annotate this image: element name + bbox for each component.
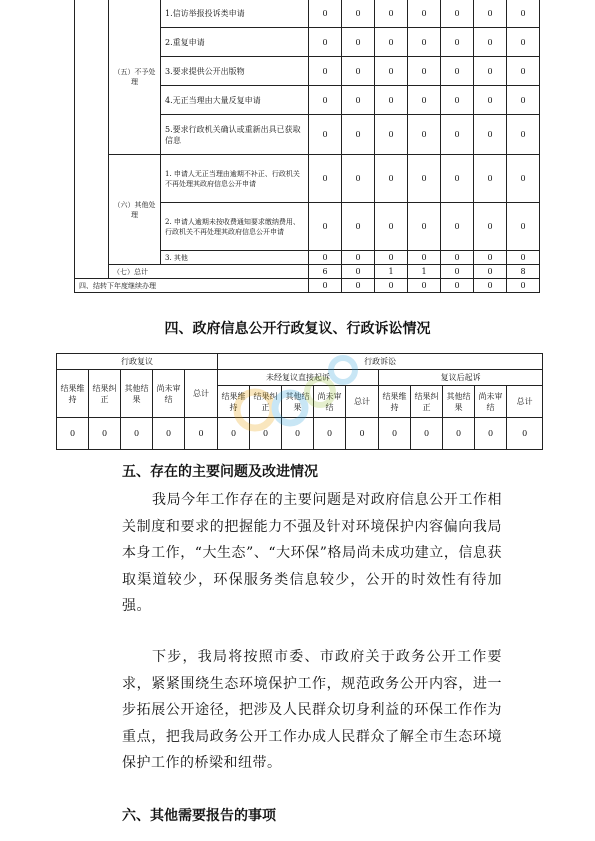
value-cell: 0 [441, 265, 474, 279]
item-label: 1.信访举报投诉类申请 [161, 0, 309, 28]
value-cell: 0 [507, 203, 540, 251]
col-header: 尚未审结 [475, 386, 507, 418]
value-cell: 0 [408, 57, 441, 86]
value-cell: 0 [282, 418, 314, 450]
value-cell: 0 [309, 203, 342, 251]
col-header: 尚未审结 [153, 370, 185, 418]
value-cell: 0 [153, 418, 185, 450]
value-cell: 0 [408, 28, 441, 57]
watermark-logo [215, 330, 385, 460]
value-cell: 0 [441, 203, 474, 251]
value-cell: 0 [309, 28, 342, 57]
value-cell: 0 [441, 0, 474, 28]
value-cell: 1 [375, 265, 408, 279]
blank-cell [75, 0, 109, 279]
value-cell: 8 [507, 265, 540, 279]
value-cell: 0 [441, 279, 474, 293]
value-cell: 0 [346, 418, 379, 450]
value-cell: 6 [309, 265, 342, 279]
value-cell: 0 [375, 86, 408, 115]
value-cell: 0 [342, 155, 375, 203]
value-cell: 0 [441, 57, 474, 86]
value-cell: 0 [309, 86, 342, 115]
item-label: 5.要求行政机关确认或重新出具已获取信息 [161, 115, 309, 155]
section5-title: 五、存在的主要问题及改进情况 [122, 464, 318, 480]
value-cell: 0 [474, 115, 507, 155]
value-cell: 0 [375, 28, 408, 57]
value-cell: 0 [474, 279, 507, 293]
litigation-header: 行政诉讼 [218, 354, 543, 370]
value-cell: 0 [408, 86, 441, 115]
col-header: 结果纠正 [250, 386, 282, 418]
value-cell: 0 [342, 0, 375, 28]
col-header: 总计 [346, 386, 379, 418]
value-cell: 0 [408, 0, 441, 28]
group-label: （五）不予处理 [109, 0, 161, 155]
item-label: 2. 申请人逾期未按收费通知要求缴纳费用、行政机关不再处理其政府信息公开申请 [161, 203, 309, 251]
value-cell: 0 [314, 418, 346, 450]
value-cell: 0 [309, 57, 342, 86]
value-cell: 0 [507, 28, 540, 57]
value-cell: 0 [441, 28, 474, 57]
direct-header: 未经复议直接起诉 [218, 370, 379, 386]
value-cell: 0 [507, 279, 540, 293]
col-header: 总计 [185, 370, 218, 418]
item-label: 2.重复申请 [161, 28, 309, 57]
table-row [75, 155, 540, 203]
value-cell: 0 [309, 279, 342, 293]
value-cell: 0 [474, 28, 507, 57]
value-cell: 0 [441, 155, 474, 203]
value-cell: 0 [408, 115, 441, 155]
paragraph-problems: 我局今年工作存在的主要问题是对政府信息公开工作相关制度和要求的把握能力不强及针对环境保护内容偏向我局本身工作，“大生态”、“大环保”格局尚未成功建立，信息获取渠道较少，环保服务类信息较少，公开的时效性有待加强。 [122, 492, 502, 614]
value-cell: 0 [250, 418, 282, 450]
item-label: 4.无正当理由大量反复申请 [161, 86, 309, 115]
value-cell: 0 [408, 203, 441, 251]
value-cell: 0 [89, 418, 121, 450]
value-cell: 0 [375, 251, 408, 265]
value-cell: 0 [379, 418, 411, 450]
value-cell: 0 [507, 418, 543, 450]
table-row [75, 0, 540, 28]
value-cell: 0 [474, 57, 507, 86]
value-cell: 0 [342, 251, 375, 265]
value-cell: 0 [474, 155, 507, 203]
value-cell: 0 [309, 115, 342, 155]
value-cell: 0 [121, 418, 153, 450]
value-cell: 0 [474, 203, 507, 251]
section6-title: 六、其他需要报告的事项 [122, 808, 276, 824]
col-header: 结果纠正 [411, 386, 443, 418]
value-cell: 0 [342, 265, 375, 279]
value-cell: 0 [342, 279, 375, 293]
value-cell: 0 [375, 155, 408, 203]
value-cell: 0 [474, 86, 507, 115]
item-label: 1. 申请人无正当理由逾期不补正、行政机关不再处理其政府信息公开申请 [161, 155, 309, 203]
value-cell: 0 [218, 418, 250, 450]
value-cell: 0 [507, 251, 540, 265]
item-label: 3. 其他 [161, 251, 309, 265]
value-cell: 0 [342, 28, 375, 57]
total-label: （七）总计 [109, 265, 309, 279]
value-cell: 0 [57, 418, 89, 450]
value-cell: 0 [474, 0, 507, 28]
section4-title: 四、政府信息公开行政复议、行政诉讼情况 [164, 321, 431, 337]
group-label: （六）其他处理 [109, 155, 161, 265]
value-cell: 0 [342, 86, 375, 115]
value-cell: 0 [185, 418, 218, 450]
value-cell: 0 [309, 0, 342, 28]
col-header: 其他结果 [121, 370, 153, 418]
col-header: 其他结果 [282, 386, 314, 418]
total-row [75, 265, 540, 279]
col-header: 尚未审结 [314, 386, 346, 418]
value-cell: 0 [411, 418, 443, 450]
carryover-label: 四、结转下年度继续办理 [75, 279, 309, 293]
review-header: 行政复议 [57, 354, 218, 370]
value-cell: 0 [375, 115, 408, 155]
value-cell: 0 [507, 57, 540, 86]
after-header: 复议后起诉 [379, 370, 543, 386]
col-header: 结果纠正 [89, 370, 121, 418]
value-cell: 0 [309, 155, 342, 203]
value-cell: 0 [507, 0, 540, 28]
value-cell: 0 [475, 418, 507, 450]
value-cell: 0 [441, 86, 474, 115]
value-cell: 0 [408, 279, 441, 293]
value-cell: 0 [408, 251, 441, 265]
value-cell: 0 [342, 203, 375, 251]
disposition-table [74, 0, 540, 293]
value-cell: 1 [408, 265, 441, 279]
value-cell: 0 [441, 251, 474, 265]
col-header: 其他结果 [443, 386, 475, 418]
carryover-row [75, 279, 540, 293]
col-header: 结果维持 [57, 370, 89, 418]
value-cell: 0 [507, 155, 540, 203]
value-cell: 0 [474, 251, 507, 265]
col-header: 结果维持 [379, 386, 411, 418]
value-cell: 0 [507, 115, 540, 155]
value-cell: 0 [342, 57, 375, 86]
value-cell: 0 [375, 57, 408, 86]
value-cell: 0 [375, 279, 408, 293]
col-header: 结果维持 [218, 386, 250, 418]
value-cell: 0 [474, 265, 507, 279]
value-cell: 0 [342, 115, 375, 155]
value-cell: 0 [375, 203, 408, 251]
item-label: 3.要求提供公开出版物 [161, 57, 309, 86]
col-header: 总计 [507, 386, 543, 418]
paragraph-improvements: 下步，我局将按照市委、市政府关于政务公开工作要求，紧紧围绕生态环境保护工作，规范政务公开内容，进一步拓展公开途径，把涉及人民群众切身利益的环保工作作为重点，把我局政务公开工作办成人民群众了解全市生态环境保护工作的桥梁和纽带。 [122, 649, 502, 771]
value-cell: 0 [443, 418, 475, 450]
value-cell: 0 [375, 0, 408, 28]
value-cell: 0 [507, 86, 540, 115]
value-cell: 0 [441, 115, 474, 155]
value-cell: 0 [309, 251, 342, 265]
value-cell: 0 [408, 155, 441, 203]
